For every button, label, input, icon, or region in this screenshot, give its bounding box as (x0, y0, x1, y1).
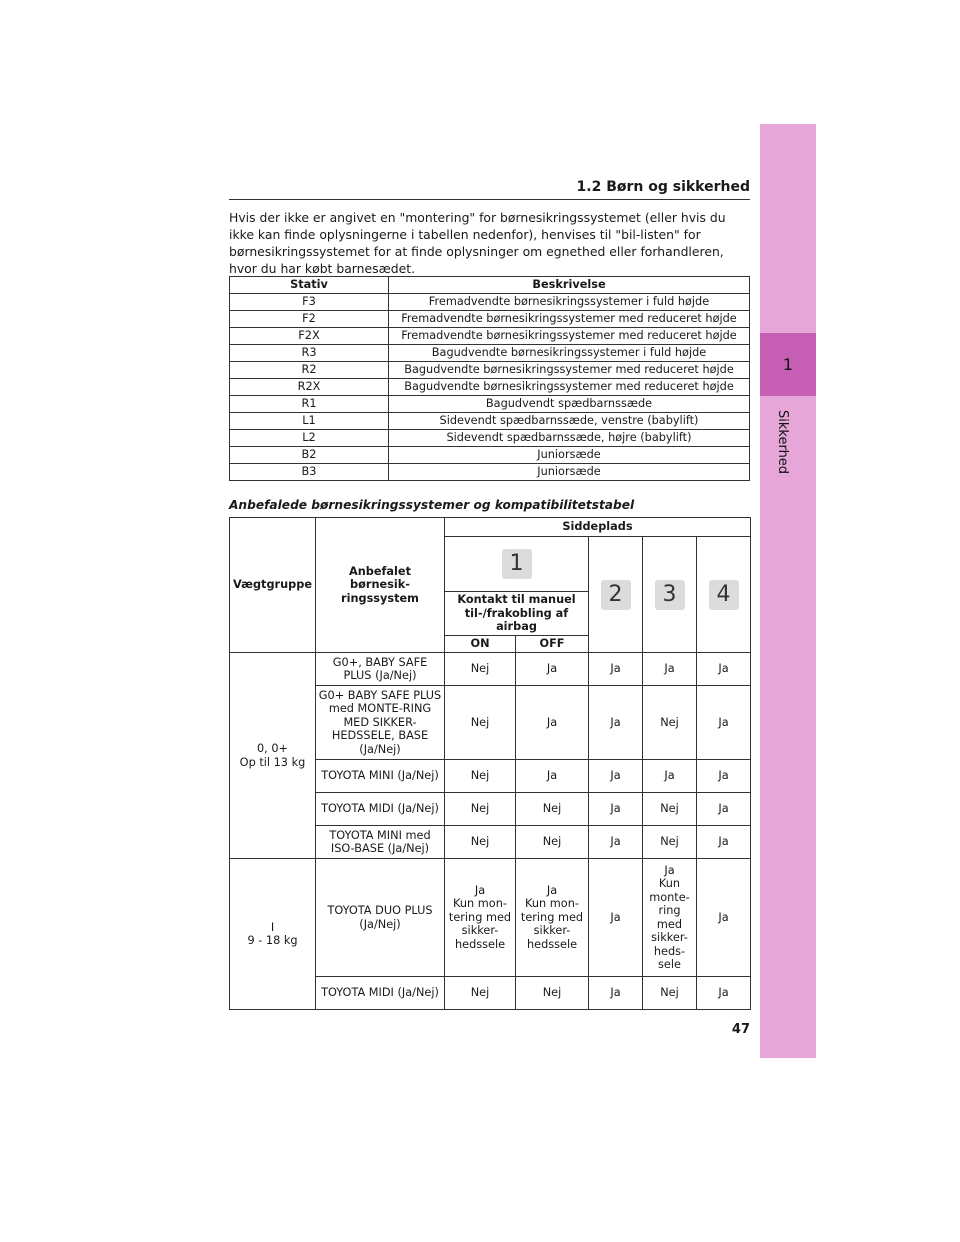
stand-description: Juniorsæde (389, 464, 750, 481)
chapter-side-tab (760, 124, 816, 1058)
airbag-on-header: ON (445, 636, 516, 653)
compat-value-cell: Ja (589, 793, 643, 826)
seating-header: Siddeplads (445, 518, 751, 537)
stand-code: B2 (230, 447, 389, 464)
compat-value-cell: Ja (589, 653, 643, 686)
compat-value-cell: Ja (643, 760, 697, 793)
recommended-system-cell: TOYOTA DUO PLUS (Ja/Nej) (316, 859, 445, 977)
stand-description: Bagudvendte børnesikringssystemer med reduceret højde (389, 379, 750, 396)
stand-table-row (230, 328, 750, 345)
compat-value-cell: Ja (589, 977, 643, 1010)
stand-code: L1 (230, 413, 389, 430)
compat-value-cell: Nej (643, 977, 697, 1010)
stand-table-row (230, 413, 750, 430)
compat-value-cell: Ja (643, 653, 697, 686)
seat-position-1-icon: 1 (502, 549, 532, 579)
page-number: 47 (731, 1022, 750, 1037)
compat-value-cell: Ja Kun monte- ring med sikker- heds- sele (643, 859, 697, 977)
seat-position-3-icon: 3 (655, 580, 685, 610)
position-1-cell (445, 537, 589, 592)
stand-code: R3 (230, 345, 389, 362)
airbag-switch-header: Kontakt til manuel til-/frakobling af airbag (445, 592, 589, 636)
chapter-number: 1 (760, 333, 816, 396)
compat-value-cell: Nej (445, 686, 516, 760)
recommended-system-cell: TOYOTA MINI med ISO-BASE (Ja/Nej) (316, 826, 445, 859)
stand-table-row (230, 430, 750, 447)
stand-code: R2 (230, 362, 389, 379)
stand-description: Fremadvendte børnesikringssystemer i fuld højde (389, 294, 750, 311)
compat-value-cell: Ja (589, 686, 643, 760)
recommended-system-cell: TOYOTA MIDI (Ja/Nej) (316, 977, 445, 1010)
compat-value-cell: Nej (516, 977, 589, 1010)
compat-value-cell: Ja (697, 760, 751, 793)
compat-value-cell: Ja (589, 859, 643, 977)
recommended-system-cell: G0+, BABY SAFE PLUS (Ja/Nej) (316, 653, 445, 686)
compat-value-cell: Ja (697, 859, 751, 977)
compat-value-cell: Ja (697, 793, 751, 826)
stand-description: Sidevendt spædbarnssæde, højre (babylift) (389, 430, 750, 447)
compat-value-cell: Ja (516, 760, 589, 793)
stand-table-row (230, 362, 750, 379)
stand-description: Juniorsæde (389, 447, 750, 464)
stand-code: F2 (230, 311, 389, 328)
compat-value-cell: Ja (589, 826, 643, 859)
stand-description: Fremadvendte børnesikringssystemer med reduceret højde (389, 328, 750, 345)
stand-description: Fremadvendte børnesikringssystemer med reduceret højde (389, 311, 750, 328)
stand-code: R2X (230, 379, 389, 396)
recommended-system-cell: TOYOTA MINI (Ja/Nej) (316, 760, 445, 793)
seat-position-4-icon: 4 (709, 580, 739, 610)
stand-table-row (230, 379, 750, 396)
compat-value-cell: Ja (697, 686, 751, 760)
stand-description: Bagudvendt spædbarnssæde (389, 396, 750, 413)
stand-table-row (230, 311, 750, 328)
weight-group-cell: I 9 - 18 kg (230, 859, 316, 1010)
stand-table-row (230, 447, 750, 464)
compat-table-caption: Anbefalede børnesikringssystemer og kompatibilitetstabel (229, 498, 635, 512)
compat-value-cell: Nej (643, 686, 697, 760)
section-header: 1.2 Børn og sikkerhed (229, 175, 750, 200)
compat-table (229, 517, 751, 1010)
seat-position-2-icon: 2 (601, 580, 631, 610)
recommended-system-cell: TOYOTA MIDI (Ja/Nej) (316, 793, 445, 826)
recommended-system-cell: G0+ BABY SAFE PLUS med MONTE-RING MED SIKKER-HEDSSELE, BASE (Ja/Nej) (316, 686, 445, 760)
chapter-label: Sikkerhed (775, 410, 790, 475)
stand-code: L2 (230, 430, 389, 447)
compat-value-cell: Nej (445, 977, 516, 1010)
compat-value-cell: Ja Kun mon- tering med sikker- hedssele (516, 859, 589, 977)
compat-value-cell: Ja (516, 653, 589, 686)
stand-table (229, 276, 750, 481)
compat-value-cell: Nej (445, 653, 516, 686)
recommended-system-header: Anbefalet børnesik-ringssystem (316, 518, 445, 653)
compat-table-row (230, 653, 751, 686)
airbag-off-header: OFF (516, 636, 589, 653)
compat-value-cell: Ja (516, 686, 589, 760)
weight-group-cell: 0, 0+ Op til 13 kg (230, 653, 316, 859)
stand-table-body (230, 294, 750, 481)
compat-value-cell: Ja Kun mon- tering med sikker- hedssele (445, 859, 516, 977)
position-3-cell (643, 537, 697, 653)
stand-code: B3 (230, 464, 389, 481)
stand-code: R1 (230, 396, 389, 413)
stand-code: F3 (230, 294, 389, 311)
compat-value-cell: Ja (697, 977, 751, 1010)
compat-value-cell: Nej (445, 760, 516, 793)
compat-table-body (230, 653, 751, 1010)
stand-table-row (230, 464, 750, 481)
compat-value-cell: Nej (643, 826, 697, 859)
compat-value-cell: Nej (445, 826, 516, 859)
compat-value-cell: Nej (643, 793, 697, 826)
compat-value-cell: Ja (697, 826, 751, 859)
position-2-cell (589, 537, 643, 653)
compat-table-row (230, 859, 751, 977)
stand-table-row (230, 294, 750, 311)
compat-value-cell: Nej (516, 793, 589, 826)
compat-value-cell: Nej (516, 826, 589, 859)
intro-paragraph: Hvis der ikke er angivet en "montering" for børnesikringssystemet (eller hvis du ikke kan finde oplysningerne i tabellen nedenfor), henvises til "bil-listen" for børnesikringssystemet for at finde oplysninger om egnethed eller forhandleren, hvor du har købt barnesædet. (229, 210, 726, 276)
compat-value-cell: Nej (445, 793, 516, 826)
stand-description: Bagudvendte børnesikringssystemer i fuld højde (389, 345, 750, 362)
stand-header-beskrivelse: Beskrivelse (389, 277, 750, 294)
stand-code: F2X (230, 328, 389, 345)
compat-value-cell: Ja (589, 760, 643, 793)
stand-table-row (230, 345, 750, 362)
stand-table-row (230, 396, 750, 413)
weight-group-header: Vægtgruppe (230, 518, 316, 653)
stand-description: Sidevendt spædbarnssæde, venstre (babylift) (389, 413, 750, 430)
stand-table-header-row (230, 277, 750, 294)
compat-value-cell: Ja (697, 653, 751, 686)
position-4-cell (697, 537, 751, 653)
stand-description: Bagudvendte børnesikringssystemer med reduceret højde (389, 362, 750, 379)
stand-header-stativ: Stativ (230, 277, 389, 294)
